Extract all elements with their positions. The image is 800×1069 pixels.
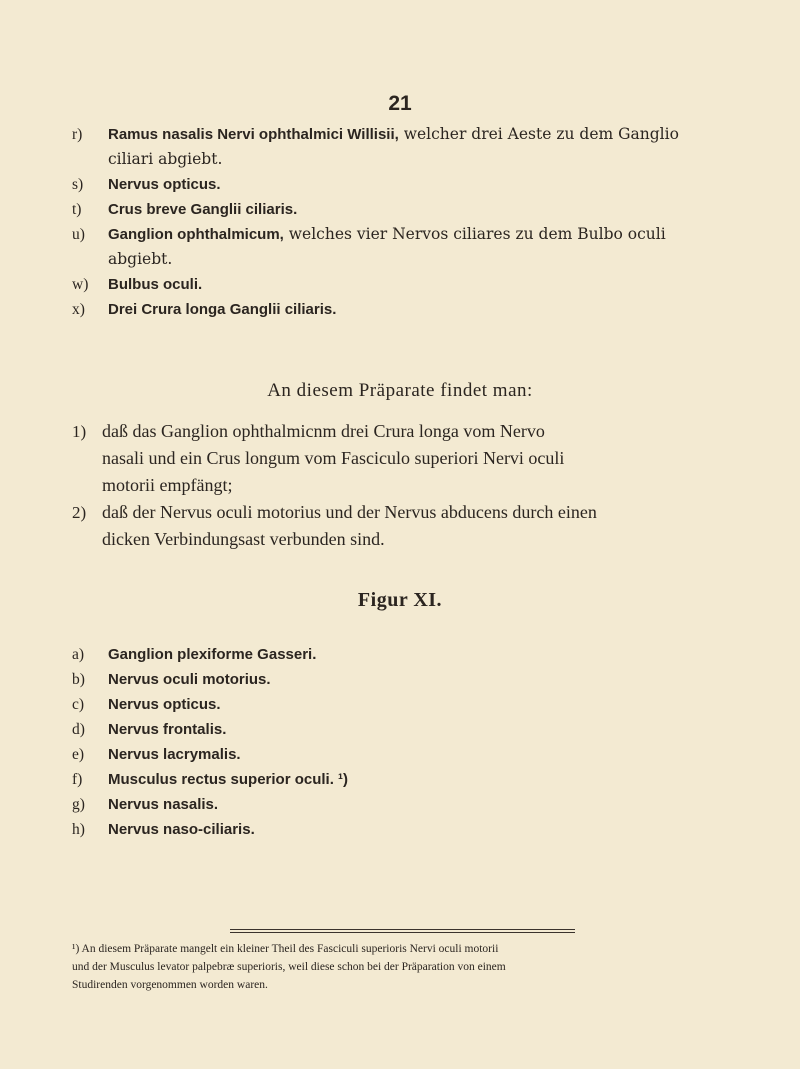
legend-item-d: d) Nervus frontalis.: [72, 721, 227, 738]
legend-item-r: r) Ramus nasalis Nervi ophthalmici Willisii, welcher drei Aeste zu dem Ganglio ciliari abgiebt.: [72, 125, 679, 168]
legend-item-t: t) Crus breve Ganglii ciliaris.: [72, 201, 298, 218]
legend-list-bottom: [72, 642, 742, 842]
legend-item-b: b) Nervus oculi motorius.: [72, 671, 271, 688]
legend-item-s: s) Nervus opticus.: [72, 176, 221, 193]
finding-1: 1) daß das Ganglion ophthalmicnm drei Crura longa vom Nervo nasali und ein Crus longum vom Fasciculo superiori Nervi oculi motorii empfängt;: [72, 421, 565, 495]
legend-item-h: h) Nervus naso-ciliaris.: [72, 821, 255, 838]
finding-2: 2) daß der Nervus oculi motorius und der Nervus abducens durch einen dicken Verbindungsast verbunden sind.: [72, 502, 597, 549]
legend-item-x: x) Drei Crura longa Ganglii ciliaris.: [72, 301, 337, 318]
footnote-divider: [230, 929, 575, 930]
legend-item-f: f) Musculus rectus superior oculi. ¹): [72, 771, 349, 788]
preparation-heading: An diesem Präparate findet man:: [267, 380, 533, 401]
legend-item-c: c) Nervus opticus.: [72, 696, 221, 713]
legend-item-a: a) Ganglion plexiforme Gasseri.: [72, 646, 317, 663]
legend-item-g: g) Nervus nasalis.: [72, 796, 219, 813]
page-number: 21: [388, 92, 412, 115]
findings-list: [72, 418, 752, 553]
footnote: ¹) An diesem Präparate mangelt ein kleiner Theil des Fasciculi superioris Nervi oculi motorii und der Musculus levator palpebræ superioris, weil diese schon bei der Präparation von einem Studirenden vorgenommen worden waren.: [72, 943, 506, 991]
legend-item-u: u) Ganglion ophthalmicum, welches vier Nervos ciliares zu dem Bulbo oculi abgiebt.: [72, 225, 666, 268]
legend-list-top: [72, 122, 742, 322]
legend-item-e: e) Nervus lacrymalis.: [72, 746, 241, 763]
figure-heading: Figur XI.: [357, 589, 443, 611]
footnote-divider-double: [230, 932, 575, 933]
legend-item-w: w) Bulbus oculi.: [72, 276, 203, 293]
